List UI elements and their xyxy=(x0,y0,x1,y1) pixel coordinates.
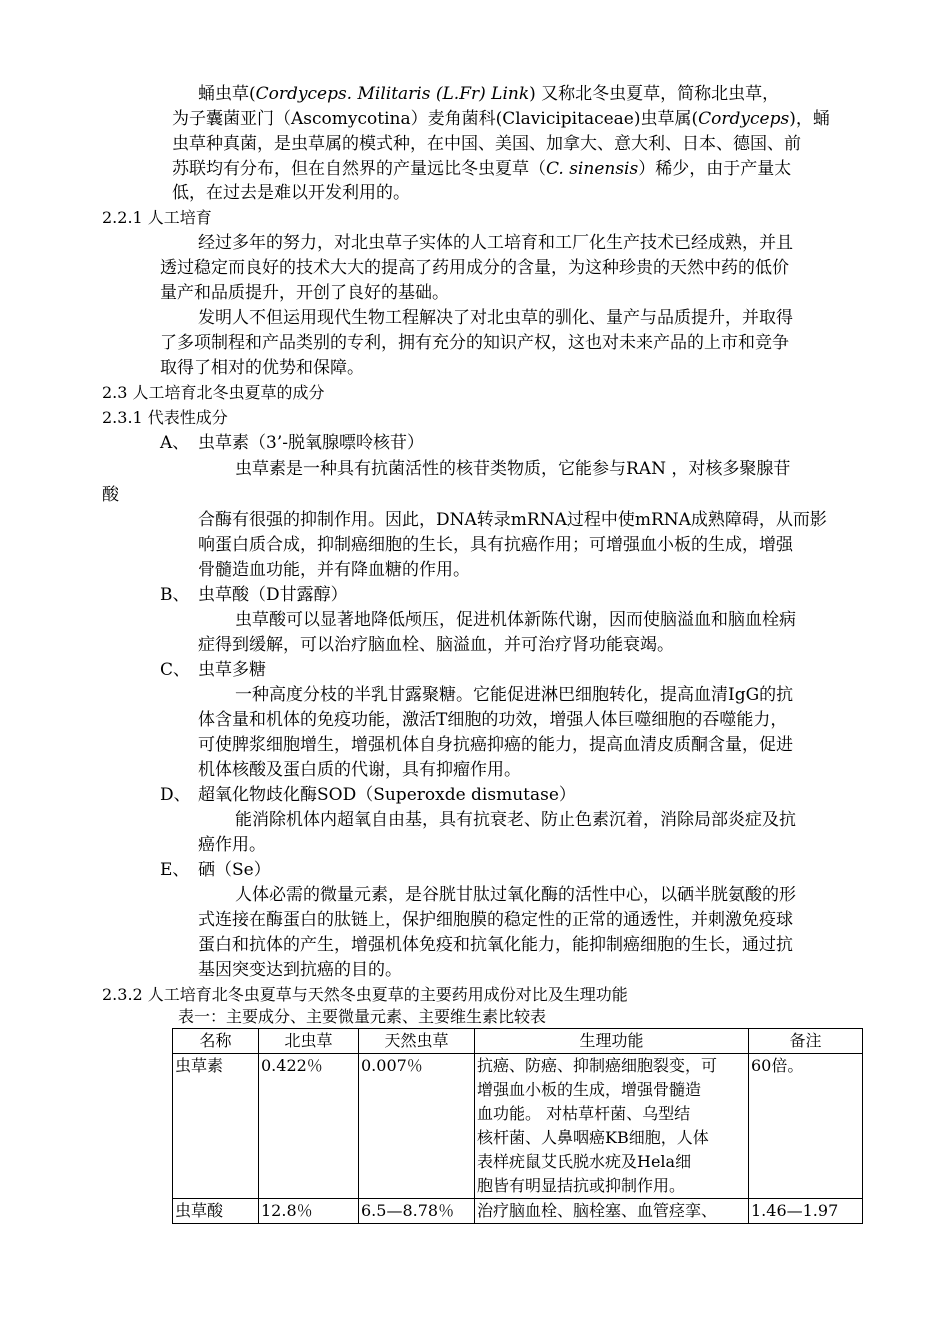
item-e-text-2: 式连接在酶蛋白的肽链上，保护细胞膜的稳定性的正常的通透性，并刺激免疫球 xyxy=(198,910,793,930)
function-line: 增强血小板的生成，增强骨髓造 xyxy=(477,1080,702,1099)
col-header-name: 名称 xyxy=(173,1029,259,1054)
intro-line-4: 苏联均有分布，但在自然界的产量远比冬虫夏草（C. sinensis）稀少，由于产量太 xyxy=(172,159,792,179)
item-a-text-3: 合酶有很强的抑制作用。因此，DNA转录mRNA过程中使mRNA成熟障碍，从而影 xyxy=(198,510,827,530)
col-header-tian: 天然虫草 xyxy=(359,1029,475,1054)
s221-p2-l2: 了多项制程和产品类别的专利，拥有充分的知识产权，这也对未来产品的上市和竞争 xyxy=(160,333,789,353)
item-b-title: 虫草酸（D甘露醇） xyxy=(198,585,348,605)
heading-2-2-1: 2.2.1 人工培育 xyxy=(102,208,212,227)
heading-2-3-2: 2.3.2 人工培育北冬虫夏草与天然冬虫夏草的主要药用成份对比及生理功能 xyxy=(102,985,628,1004)
function-line: 表样疣鼠艾氏脱水疣及Hela细 xyxy=(477,1152,692,1171)
function-line: 胞皆有明显拮抗或抑制作用。 xyxy=(477,1176,686,1195)
intro-line-1: 蛹虫草(Cordyceps. Militaris (L.Fr) Link) 又称北冬虫夏草，简称北虫草， xyxy=(198,84,780,104)
item-a-text-5: 骨髓造血功能，并有降血糖的作用。 xyxy=(198,560,470,580)
s221-p1-l2: 透过稳定而良好的技术大大的提高了药用成分的含量，为这种珍贵的天然中药的低价 xyxy=(160,258,789,278)
cell-name: 虫草酸 xyxy=(173,1199,259,1224)
item-a-text-2: 酸 xyxy=(102,485,119,505)
item-a-label: A、 xyxy=(160,433,190,453)
item-d-text-2: 癌作用。 xyxy=(198,835,266,855)
item-e-text-1: 人体必需的微量元素，是谷胱甘肽过氧化酶的活性中心，以硒半胱氨酸的形 xyxy=(235,885,796,905)
col-header-function: 生理功能 xyxy=(475,1029,749,1054)
cell-name: 虫草素 xyxy=(173,1054,259,1199)
item-a-text-1: 虫草素是一种具有抗菌活性的核苷类物质，它能参与RAN ，对核多聚腺苷 xyxy=(235,459,791,479)
item-c-title: 虫草多糖 xyxy=(198,660,266,680)
comparison-table xyxy=(172,1028,863,1224)
table-header-row xyxy=(173,1029,863,1054)
item-b-text-1: 虫草酸可以显著地降低颅压，促进机体新陈代谢，因而使脑溢血和脑血栓病 xyxy=(235,610,796,630)
item-c-text-2: 体含量和机体的免疫功能，激活T细胞的功效，增强人体巨噬细胞的吞噬能力， xyxy=(198,710,788,730)
cell-tian: 0.007％ xyxy=(359,1054,475,1199)
item-e-title: 硒（Se） xyxy=(198,860,271,880)
intro-line-3: 虫草种真菌，是虫草属的模式种，在中国、美国、加拿大、意大利、日本、德国、前 xyxy=(172,134,801,154)
table-row xyxy=(173,1054,863,1199)
intro-line-2: 为子囊菌亚门（Ascomycotina）麦角菌科(Clavicipitaceae)虫草属(Cordyceps)，蛹 xyxy=(172,109,830,129)
heading-2-3: 2.3 人工培育北冬虫夏草的成分 xyxy=(102,383,325,402)
cell-bei: 0.422％ xyxy=(259,1054,359,1199)
s221-p1-l3: 量产和品质提升，开创了良好的基础。 xyxy=(160,283,449,303)
cell-function xyxy=(475,1054,749,1199)
function-line: 核杆菌、人鼻咽癌KB细胞，人体 xyxy=(477,1128,709,1147)
cell-tian: 6.5—8.78％ xyxy=(359,1199,475,1224)
col-header-bei: 北虫草 xyxy=(259,1029,359,1054)
table-row xyxy=(173,1199,863,1224)
item-e-text-4: 基因突变达到抗癌的目的。 xyxy=(198,960,402,980)
item-c-label: C、 xyxy=(160,660,191,680)
col-header-note: 备注 xyxy=(749,1029,863,1054)
item-a-title: 虫草素（3’-脱氧腺嘌呤核苷） xyxy=(198,433,424,453)
function-line: 治疗脑血栓、脑栓塞、血管痉挛、 xyxy=(477,1201,718,1220)
item-e-text-3: 蛋白和抗体的产生，增强机体免疫和抗氧化能力，能抑制癌细胞的生长，通过抗 xyxy=(198,935,793,955)
cell-note: 60倍。 xyxy=(749,1054,863,1199)
heading-2-3-1: 2.3.1 代表性成分 xyxy=(102,408,228,427)
function-line: 抗癌、防癌、抑制癌细胞裂变，可 xyxy=(477,1056,718,1075)
cell-function xyxy=(475,1199,749,1224)
item-c-text-4: 机体核酸及蛋白质的代谢，具有抑瘤作用。 xyxy=(198,760,521,780)
item-c-text-1: 一种高度分枝的半乳甘露聚糖。它能促进淋巴细胞转化，提高血清IgG的抗 xyxy=(235,685,794,705)
s221-p2-l1: 发明人不但运用现代生物工程解决了对北虫草的驯化、量产与品质提升，并取得 xyxy=(198,308,793,328)
item-d-title: 超氧化物歧化酶SOD（Superoxde dismutase） xyxy=(198,785,576,805)
cell-bei: 12.8％ xyxy=(259,1199,359,1224)
table-caption: 表一：主要成分、主要微量元素、主要维生素比较表 xyxy=(178,1007,547,1026)
s221-p2-l3: 取得了相对的优势和保障。 xyxy=(160,358,364,378)
item-b-text-2: 症得到缓解，可以治疗脑血栓、脑溢血，并可治疗肾功能衰竭。 xyxy=(198,635,674,655)
s221-p1-l1: 经过多年的努力，对北虫草子实体的人工培育和工厂化生产技术已经成熟，并且 xyxy=(198,233,793,253)
cell-note: 1.46—1.97 xyxy=(749,1199,863,1224)
intro-line-5: 低，在过去是难以开发利用的。 xyxy=(172,183,410,203)
item-a-text-4: 响蛋白质合成，抑制癌细胞的生长，具有抗癌作用；可增强血小板的生成，增强 xyxy=(198,535,793,555)
item-c-text-3: 可使脾浆细胞增生，增强机体自身抗癌抑癌的能力，提高血清皮质酮含量，促进 xyxy=(198,735,793,755)
function-line: 血功能。 对枯草杆菌、乌型结 xyxy=(477,1104,691,1123)
item-e-label: E、 xyxy=(160,860,190,880)
item-d-text-1: 能消除机体内超氧自由基，具有抗衰老、防止色素沉着，消除局部炎症及抗 xyxy=(235,810,796,830)
item-d-label: D、 xyxy=(160,785,191,805)
item-b-label: B、 xyxy=(160,585,190,605)
